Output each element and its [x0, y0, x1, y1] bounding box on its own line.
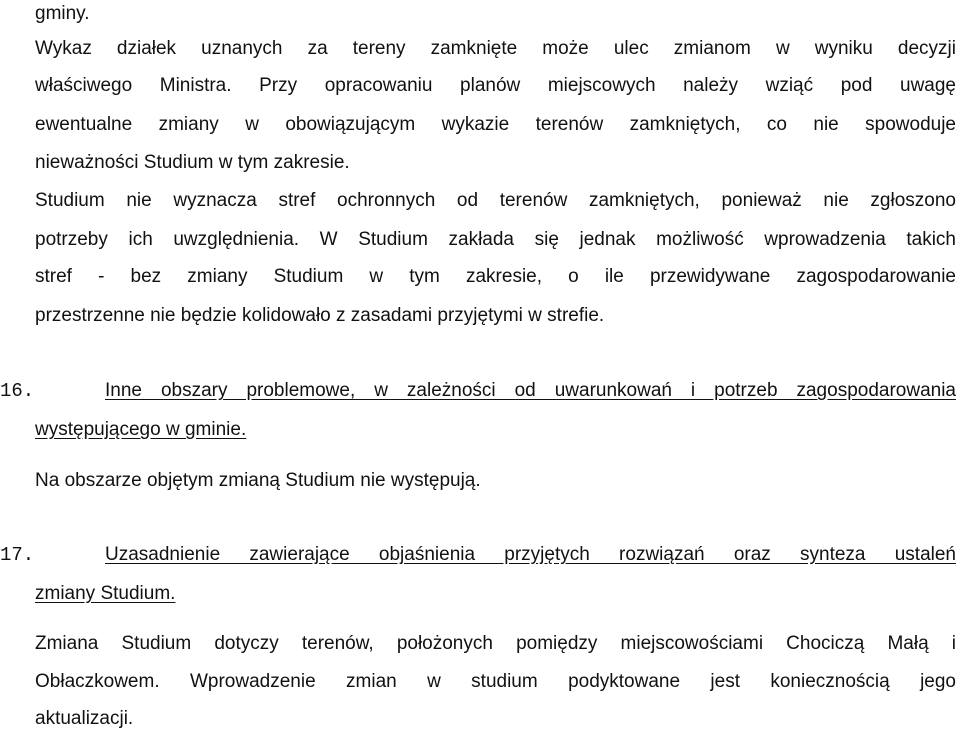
text-line: nieważności Studium w tym zakresie.	[35, 152, 350, 173]
text-line: potrzeby ich uwzględnienia. W Studium zakłada się jednak możliwość wprowadzenia takich	[35, 229, 956, 250]
text-line: właściwego Ministra. Przy opracowaniu planów miejscowych należy wziąć pod uwagę	[35, 75, 956, 96]
section-number: 17.	[0, 544, 35, 566]
section-title: Inne obszary problemowe, w zależności od uwarunkowań i potrzeb zagospodarowania	[105, 380, 956, 401]
section-title-continuation: zmiany Studium.	[35, 583, 176, 604]
section-body: Na obszarze objętym zmianą Studium nie występują.	[35, 470, 481, 491]
section-body: aktualizacji.	[35, 708, 134, 729]
text-line: Studium nie wyznacza stref ochronnych od terenów zamkniętych, ponieważ nie zgłoszono	[35, 190, 956, 211]
section-number: 16.	[0, 380, 35, 402]
section-title-continuation: występującego w gminie.	[35, 419, 247, 440]
text-line: ewentualne zmiany w obowiązującym wykazie terenów zamkniętych, co nie spowoduje	[35, 114, 956, 135]
section-title: Uzasadnienie zawierające objaśnienia przyjętych rozwiązań oraz synteza ustaleń	[105, 544, 956, 565]
text-line: gminy.	[35, 3, 90, 24]
section-body: Obłaczkowem. Wprowadzenie zmian w studium podyktowane jest koniecznością jego	[35, 671, 956, 692]
text-line: stref - bez zmiany Studium w tym zakresie, o ile przewidywane zagospodarowanie	[35, 266, 956, 287]
section-body: Zmiana Studium dotyczy terenów, położonych pomiędzy miejscowościami Chociczą Małą i	[35, 633, 956, 654]
text-line: przestrzenne nie będzie kolidowało z zasadami przyjętymi w strefie.	[35, 305, 605, 326]
text-line: Wykaz działek uznanych za tereny zamknięte może ulec zmianom w wyniku decyzji	[35, 38, 956, 59]
